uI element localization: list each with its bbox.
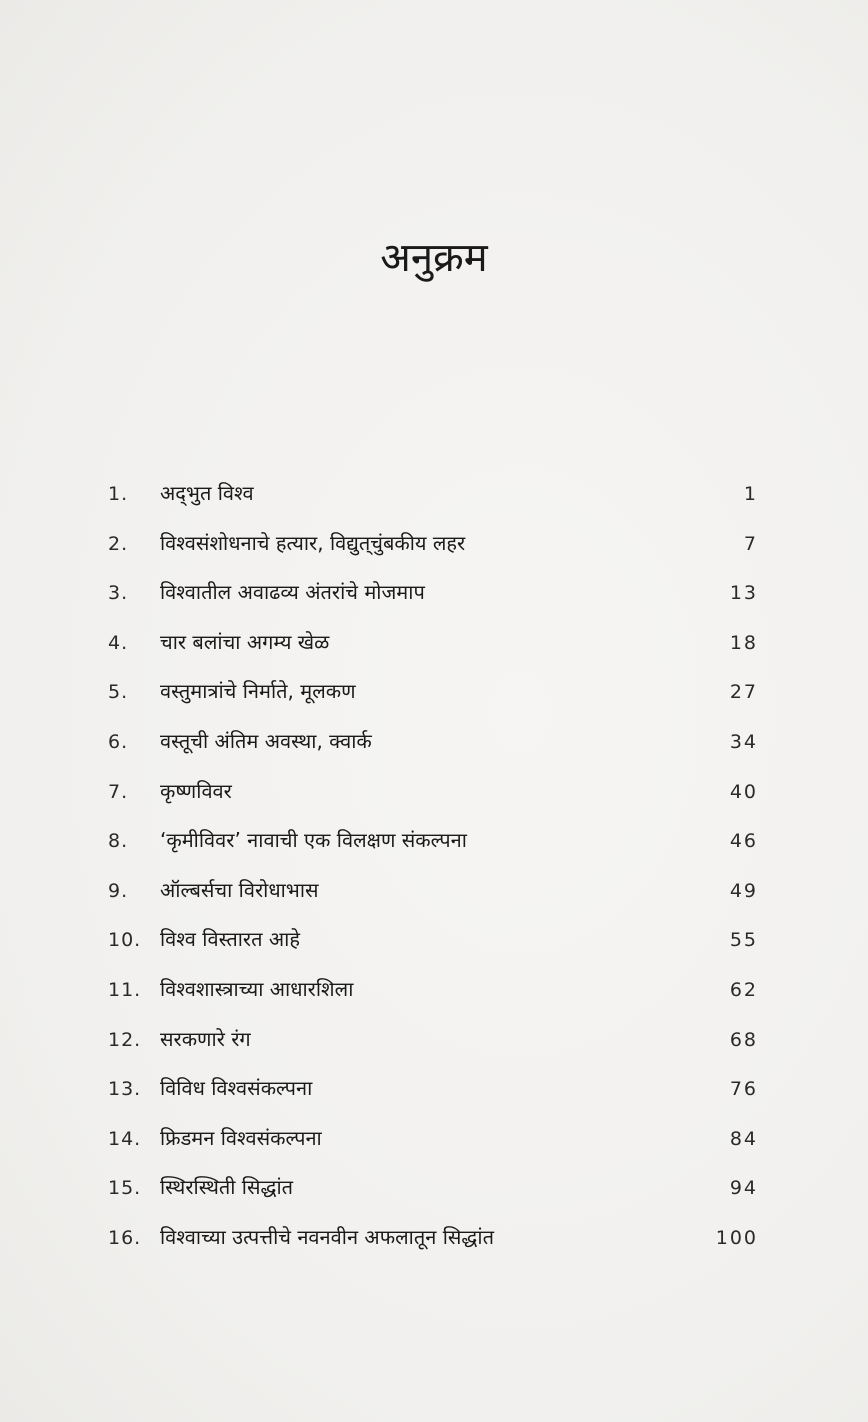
- toc-entry-title: विश्वशास्त्राच्या आधारशिला: [160, 976, 354, 1001]
- toc-entry-title: विश्वाच्या उत्पत्तीचे नवनवीन अफलातून सिद्धांत: [160, 1224, 494, 1249]
- toc-entry-number: 10.: [108, 929, 142, 952]
- toc-entry-number: 2.: [108, 532, 129, 555]
- toc-entry: [0, 768, 868, 818]
- toc-entry-title: वस्तूची अंतिम अवस्था, क्वार्क: [160, 728, 372, 753]
- table-of-contents: [0, 470, 868, 1264]
- toc-entry-title: सरकणारे रंग: [160, 1026, 251, 1051]
- toc-entry: [0, 718, 868, 768]
- toc-entry-page: 49: [729, 879, 758, 902]
- toc-entry-number: 3.: [108, 582, 129, 605]
- toc-entry-page: 84: [729, 1127, 758, 1150]
- toc-entry-title: वस्तुमात्रांचे निर्माते, मूलकण: [160, 679, 356, 704]
- toc-entry-number: 16.: [108, 1226, 142, 1249]
- toc-entry-page: 55: [729, 929, 758, 952]
- toc-entry-page: 18: [729, 631, 758, 654]
- toc-entry: [0, 966, 868, 1016]
- toc-entry-number: 4.: [108, 631, 129, 654]
- toc-entry-title: विविध विश्वसंकल्पना: [160, 1076, 313, 1101]
- toc-entry-page: 40: [729, 780, 758, 803]
- toc-entry-number: 15.: [108, 1177, 142, 1200]
- toc-entry-number: 8.: [108, 830, 129, 853]
- toc-entry: [0, 1115, 868, 1165]
- toc-entry-number: 11.: [108, 978, 142, 1001]
- toc-entry: [0, 668, 868, 718]
- page-title: अनुक्रम: [380, 235, 488, 281]
- toc-entry: [0, 470, 868, 520]
- toc-entry-number: 1.: [108, 483, 129, 505]
- toc-entry-title: ऑल्बर्सचा विरोधाभास: [160, 877, 319, 902]
- toc-entry-page: 34: [729, 730, 758, 753]
- toc-entry-title: स्थिरस्थिती सिद्धांत: [160, 1175, 294, 1200]
- toc-entry: [0, 1214, 868, 1264]
- toc-entry-page: 76: [729, 1078, 758, 1101]
- toc-entry-page: 62: [729, 978, 758, 1001]
- toc-entry: [0, 619, 868, 669]
- toc-entry: [0, 520, 868, 570]
- toc-entry: [0, 1016, 868, 1066]
- toc-entry-page: 94: [729, 1177, 758, 1200]
- toc-entry-page: 68: [729, 1028, 758, 1051]
- toc-entry-page: 27: [729, 681, 758, 704]
- toc-entry: [0, 1065, 868, 1115]
- toc-entry: [0, 867, 868, 917]
- toc-entry-title: विश्वातील अवाढव्य अंतरांचे मोजमाप: [160, 580, 425, 605]
- toc-entry-title: विश्व विस्तारत आहे: [160, 927, 300, 952]
- toc-entry: [0, 569, 868, 619]
- toc-entry-page: 13: [729, 582, 758, 605]
- toc-entry-page: 100: [715, 1226, 758, 1249]
- toc-entry-page: 1: [743, 483, 758, 505]
- toc-entry-page: 7: [743, 532, 758, 555]
- toc-entry: [0, 817, 868, 867]
- toc-entry-number: 5.: [108, 681, 129, 704]
- toc-entry-page: 46: [729, 830, 758, 853]
- toc-entry-title: कृष्णविवर: [160, 778, 232, 803]
- toc-entry-title: ‘कृमीविवर’ नावाची एक विलक्षण संकल्पना: [160, 828, 467, 853]
- toc-entry-number: 7.: [108, 780, 129, 803]
- toc-entry-number: 13.: [108, 1078, 142, 1101]
- toc-entry-number: 12.: [108, 1028, 142, 1051]
- toc-entry-title: चार बलांचा अगम्य खेळ: [160, 629, 330, 654]
- toc-entry-number: 14.: [108, 1127, 142, 1150]
- toc-entry: [0, 916, 868, 966]
- toc-entry-number: 6.: [108, 730, 129, 753]
- toc-entry-number: 9.: [108, 879, 129, 902]
- toc-entry-title: विश्वसंशोधनाचे हत्यार, विद्युत्‌चुंबकीय लहर: [160, 530, 466, 555]
- toc-entry: [0, 1164, 868, 1214]
- toc-entry-title: अद्‌भुत विश्व: [160, 481, 254, 505]
- toc-entry-title: फ्रिडमन विश्वसंकल्पना: [160, 1125, 322, 1150]
